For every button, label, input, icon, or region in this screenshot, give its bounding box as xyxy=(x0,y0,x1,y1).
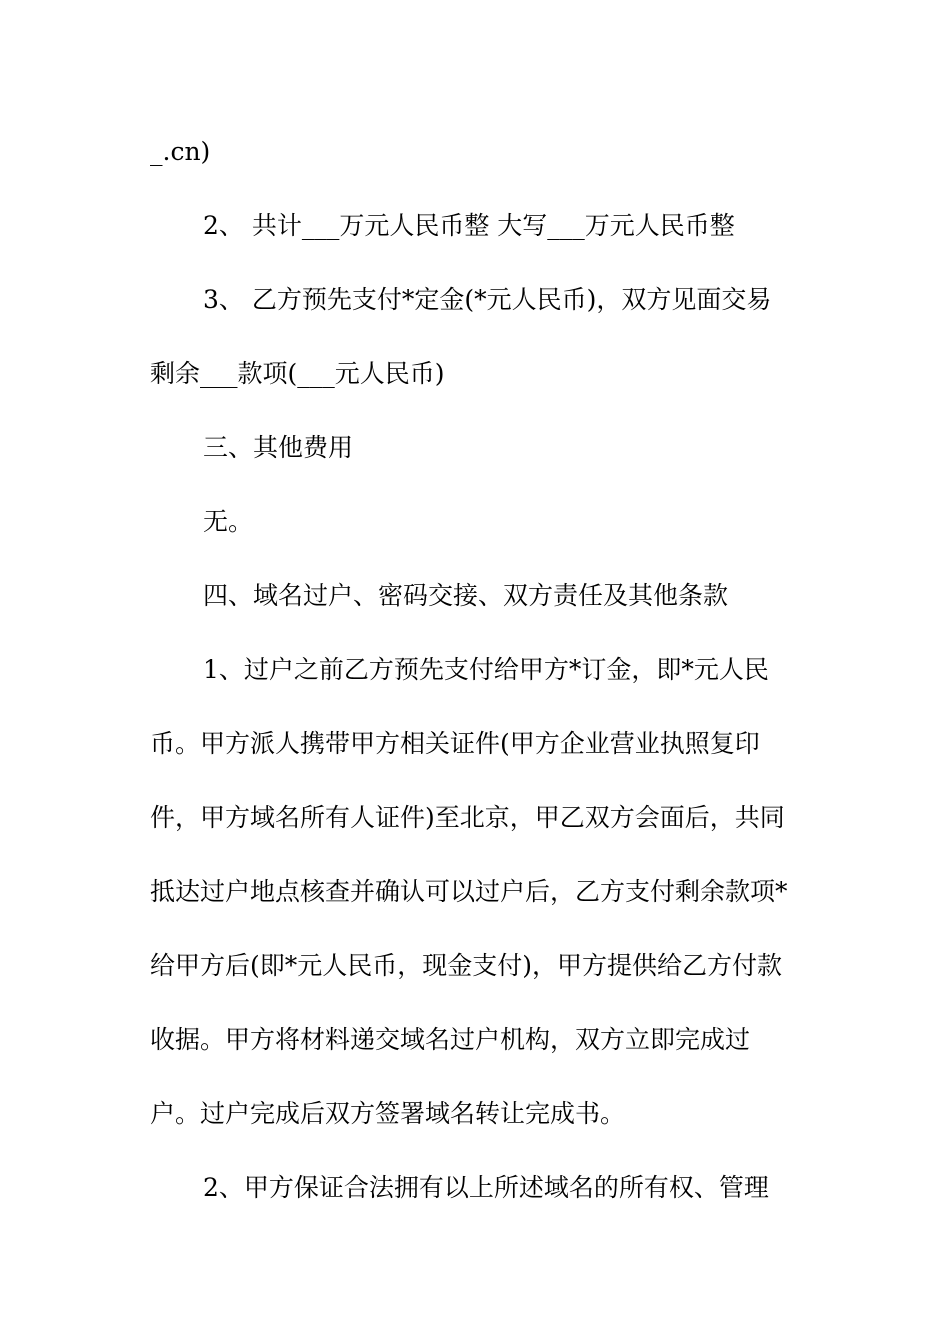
paragraph-1-line-3: 件，甲方域名所有人证件)至北京，甲乙双方会面后，共同 xyxy=(150,803,785,832)
paragraph-2-line-1: 2、甲方保证合法拥有以上所述域名的所有权、管理 xyxy=(203,1173,769,1202)
text-line-none: 无。 xyxy=(203,507,254,536)
section-heading-other-fees: 三、其他费用 xyxy=(203,433,354,462)
text-line-deposit: 3、 乙方预先支付*定金(*元人民币)，双方见面交易 xyxy=(203,285,772,314)
paragraph-1-line-7: 户。过户完成后双方签署域名转让完成书。 xyxy=(150,1099,626,1128)
paragraph-1-line-6: 收据。甲方将材料递交域名过户机构，双方立即完成过 xyxy=(150,1025,751,1054)
text-line-total-amount: 2、 共计___万元人民币整 大写___万元人民币整 xyxy=(203,211,735,240)
paragraph-1-line-5: 给甲方后(即*元人民币，现金支付)，甲方提供给乙方付款 xyxy=(150,951,783,980)
paragraph-1-line-1: 1、过户之前乙方预先支付给甲方*订金，即*元人民 xyxy=(203,655,769,684)
text-line-domain-suffix: _.cn) xyxy=(150,137,211,166)
paragraph-1-line-4: 抵达过户地点核查并确认可以过户后，乙方支付剩余款项* xyxy=(150,877,788,906)
section-heading-transfer-terms: 四、域名过户、密码交接、双方责任及其他条款 xyxy=(203,581,729,610)
paragraph-1-line-2: 币。甲方派人携带甲方相关证件(甲方企业营业执照复印 xyxy=(150,729,760,758)
text-line-remaining-payment: 剩余___款项(___元人民币) xyxy=(150,359,445,388)
